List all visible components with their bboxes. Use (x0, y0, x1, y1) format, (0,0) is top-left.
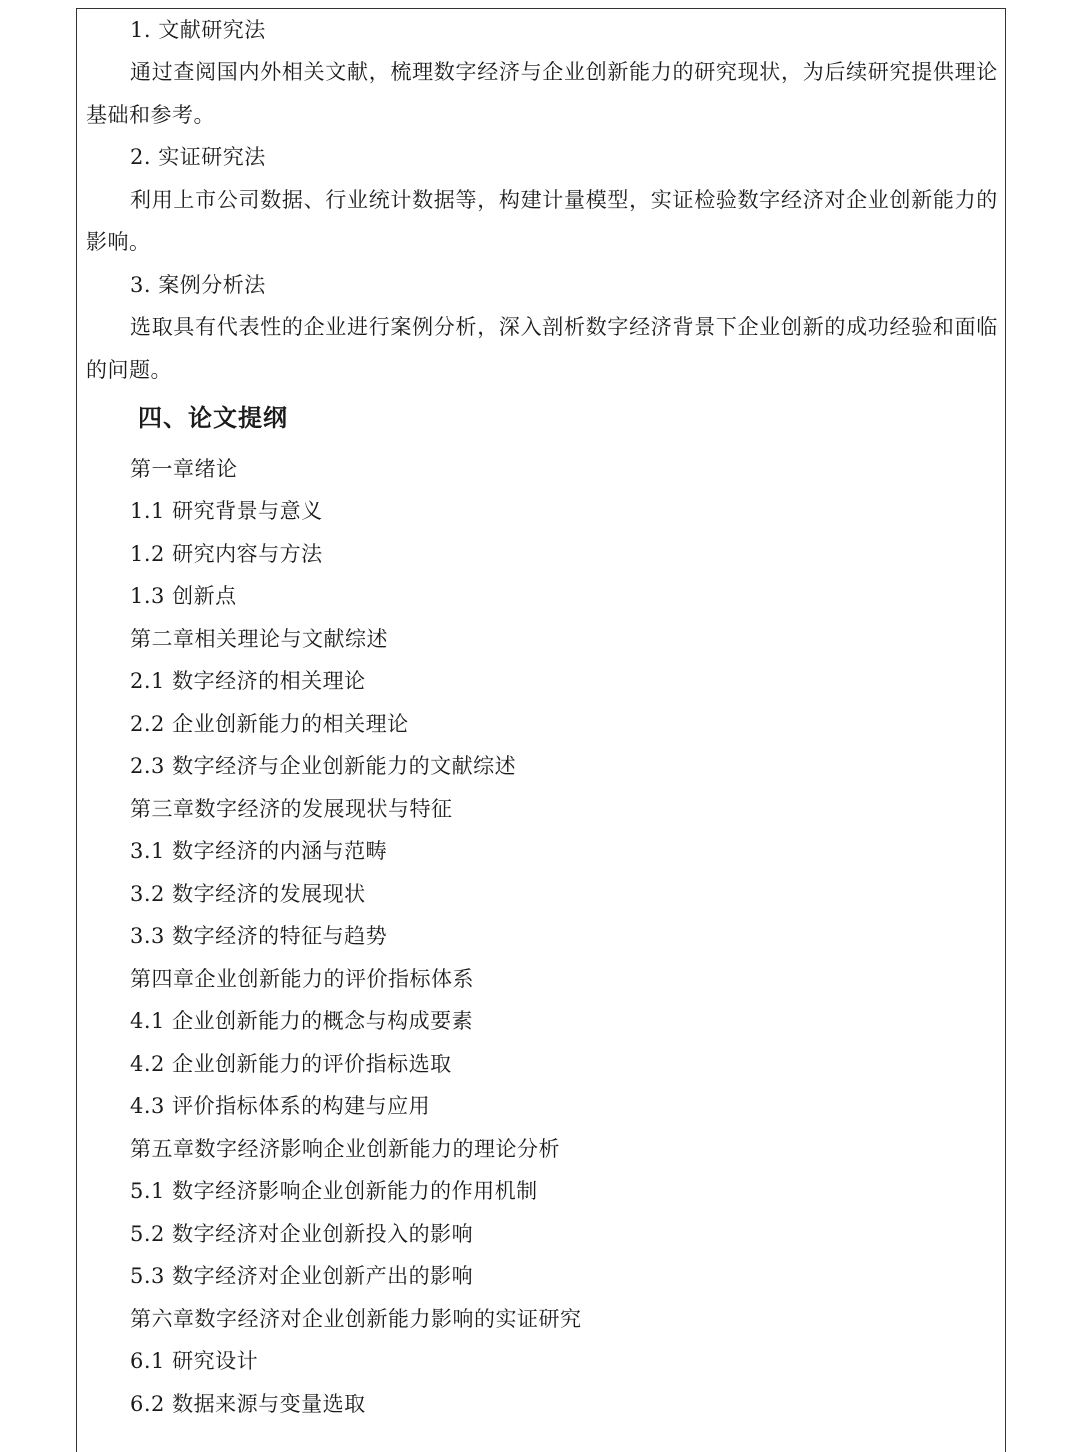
outline-item: 2.2 企业创新能力的相关理论 (130, 712, 409, 736)
outline-item: 3.3 数字经济的特征与趋势 (130, 924, 388, 948)
outline-item: 2.1 数字经济的相关理论 (130, 669, 366, 693)
section-heading: 四、论文提纲 (138, 404, 288, 432)
outline-item: 4.2 企业创新能力的评价指标选取 (130, 1052, 452, 1076)
method-text-line: 基础和参考。 (86, 103, 215, 127)
outline-item: 第三章数字经济的发展现状与特征 (130, 797, 453, 821)
outline-item: 第四章企业创新能力的评价指标体系 (130, 967, 474, 991)
method-text-line: 影响。 (86, 230, 151, 254)
outline-item: 6.2 数据来源与变量选取 (130, 1392, 366, 1416)
method-text-line: 通过查阅国内外相关文献，梳理数字经济与企业创新能力的研究现状，为后续研究提供理论 (130, 60, 998, 84)
outline-item: 3.1 数字经济的内涵与范畴 (130, 839, 388, 863)
outline-item: 6.1 研究设计 (130, 1349, 259, 1373)
method-text-line: 的问题。 (86, 358, 172, 382)
outline-item: 1.3 创新点 (130, 584, 237, 608)
method-title: 2. 实证研究法 (130, 145, 266, 169)
outline-item: 第二章相关理论与文献综述 (130, 627, 388, 651)
outline-item: 5.1 数字经济影响企业创新能力的作用机制 (130, 1179, 538, 1203)
method-title: 3. 案例分析法 (130, 273, 266, 297)
outline-item: 第五章数字经济影响企业创新能力的理论分析 (130, 1137, 560, 1161)
method-title: 1. 文献研究法 (130, 18, 266, 42)
outline-item: 3.2 数字经济的发展现状 (130, 882, 366, 906)
method-text-line: 利用上市公司数据、行业统计数据等，构建计量模型，实证检验数字经济对企业创新能力的 (130, 188, 998, 212)
outline-item: 1.2 研究内容与方法 (130, 542, 323, 566)
outline-item: 1.1 研究背景与意义 (130, 499, 323, 523)
outline-item: 2.3 数字经济与企业创新能力的文献综述 (130, 754, 517, 778)
outline-item: 5.2 数字经济对企业创新投入的影响 (130, 1222, 474, 1246)
outline-item: 5.3 数字经济对企业创新产出的影响 (130, 1264, 474, 1288)
method-text-line: 选取具有代表性的企业进行案例分析，深入剖析数字经济背景下企业创新的成功经验和面临 (130, 315, 998, 339)
outline-item: 第六章数字经济对企业创新能力影响的实证研究 (130, 1307, 582, 1331)
outline-item: 4.1 企业创新能力的概念与构成要素 (130, 1009, 474, 1033)
outline-item: 第一章绪论 (130, 457, 238, 481)
outline-item: 4.3 评价指标体系的构建与应用 (130, 1094, 431, 1118)
